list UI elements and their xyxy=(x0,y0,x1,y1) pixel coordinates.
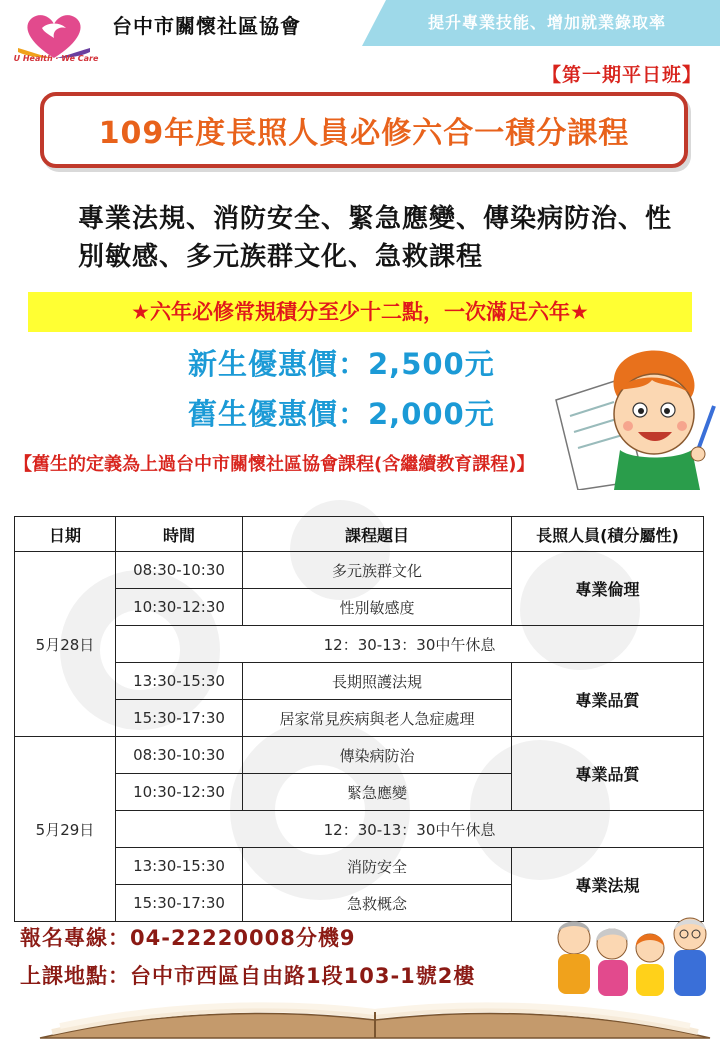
table-header-row xyxy=(15,517,704,552)
topic-cell: 居家常見疾病與老人急症處理 xyxy=(243,700,512,737)
attr-cell: 專業品質 xyxy=(512,737,704,811)
time-cell: 15:30-17:30 xyxy=(116,700,243,737)
org-name: 台中市關懷社區協會 xyxy=(112,14,301,38)
slogan: 提升專業技能、增加就業錄取率 xyxy=(427,13,666,32)
elderly-group-icon xyxy=(546,908,718,1000)
topic-cell: 性別敏感度 xyxy=(243,589,512,626)
time-cell: 10:30-12:30 xyxy=(116,589,243,626)
time-cell: 10:30-12:30 xyxy=(116,774,243,811)
old-student-price: 舊生優惠價：2,000元 xyxy=(188,397,495,431)
table-row xyxy=(15,552,704,589)
time-cell: 13:30-15:30 xyxy=(116,848,243,885)
lunch-break-cell: 12：30-13：30中午休息 xyxy=(116,626,704,663)
page-title: 109年度長照人員必修六合一積分課程 xyxy=(98,116,630,151)
table-row-break xyxy=(15,811,704,848)
attr-cell: 專業品質 xyxy=(512,663,704,737)
logo-tagline: U Health · We Care xyxy=(13,54,99,63)
attr-cell: 專業法規 xyxy=(512,848,704,922)
topic-cell: 緊急應變 xyxy=(243,774,512,811)
time-cell: 08:30-10:30 xyxy=(116,552,243,589)
old-student-definition: 【舊生的定義為上過台中市關懷社區協會課程(含繼續教育課程)】 xyxy=(14,454,535,475)
col-attr-header: 長照人員(積分屬性) xyxy=(512,517,704,552)
col-date-header: 日期 xyxy=(15,517,116,552)
topic-cell: 長期照護法規 xyxy=(243,663,512,700)
table-row xyxy=(15,663,704,700)
topic-cell: 急救概念 xyxy=(243,885,512,922)
col-time-header: 時間 xyxy=(116,517,243,552)
class-address: 上課地點：台中市西區自由路1段103-1號2樓 xyxy=(20,964,476,988)
signup-hotline: 報名專線：04-22220008分機9 xyxy=(20,926,356,950)
cartoon-boy-icon xyxy=(548,340,718,490)
table-row xyxy=(15,737,704,774)
schedule-table xyxy=(14,516,704,922)
time-cell: 15:30-17:30 xyxy=(116,885,243,922)
date-cell: 5月28日 xyxy=(15,552,116,737)
table-row-break xyxy=(15,626,704,663)
attr-cell: 專業倫理 xyxy=(512,552,704,626)
topic-cell: 多元族群文化 xyxy=(243,552,512,589)
open-book-icon xyxy=(30,994,720,1040)
col-topic-header: 課程題目 xyxy=(243,517,512,552)
lunch-break-cell: 12：30-13：30中午休息 xyxy=(116,811,704,848)
topic-cell: 消防安全 xyxy=(243,848,512,885)
time-cell: 08:30-10:30 xyxy=(116,737,243,774)
class-tag: 【第一期平日班】 xyxy=(541,64,702,86)
table-row xyxy=(15,848,704,885)
date-cell: 5月29日 xyxy=(15,737,116,922)
time-cell: 13:30-15:30 xyxy=(116,663,243,700)
new-student-price: 新生優惠價：2,500元 xyxy=(188,347,495,381)
credit-banner: ★六年必修常規積分至少十二點，一次滿足六年★ xyxy=(131,300,589,324)
topic-cell: 傳染病防治 xyxy=(243,737,512,774)
subjects-list: 專業法規、消防安全、緊急應變、傳染病防治、性別敏感、多元族群文化、急救課程 xyxy=(78,204,673,272)
title-box xyxy=(40,92,688,168)
